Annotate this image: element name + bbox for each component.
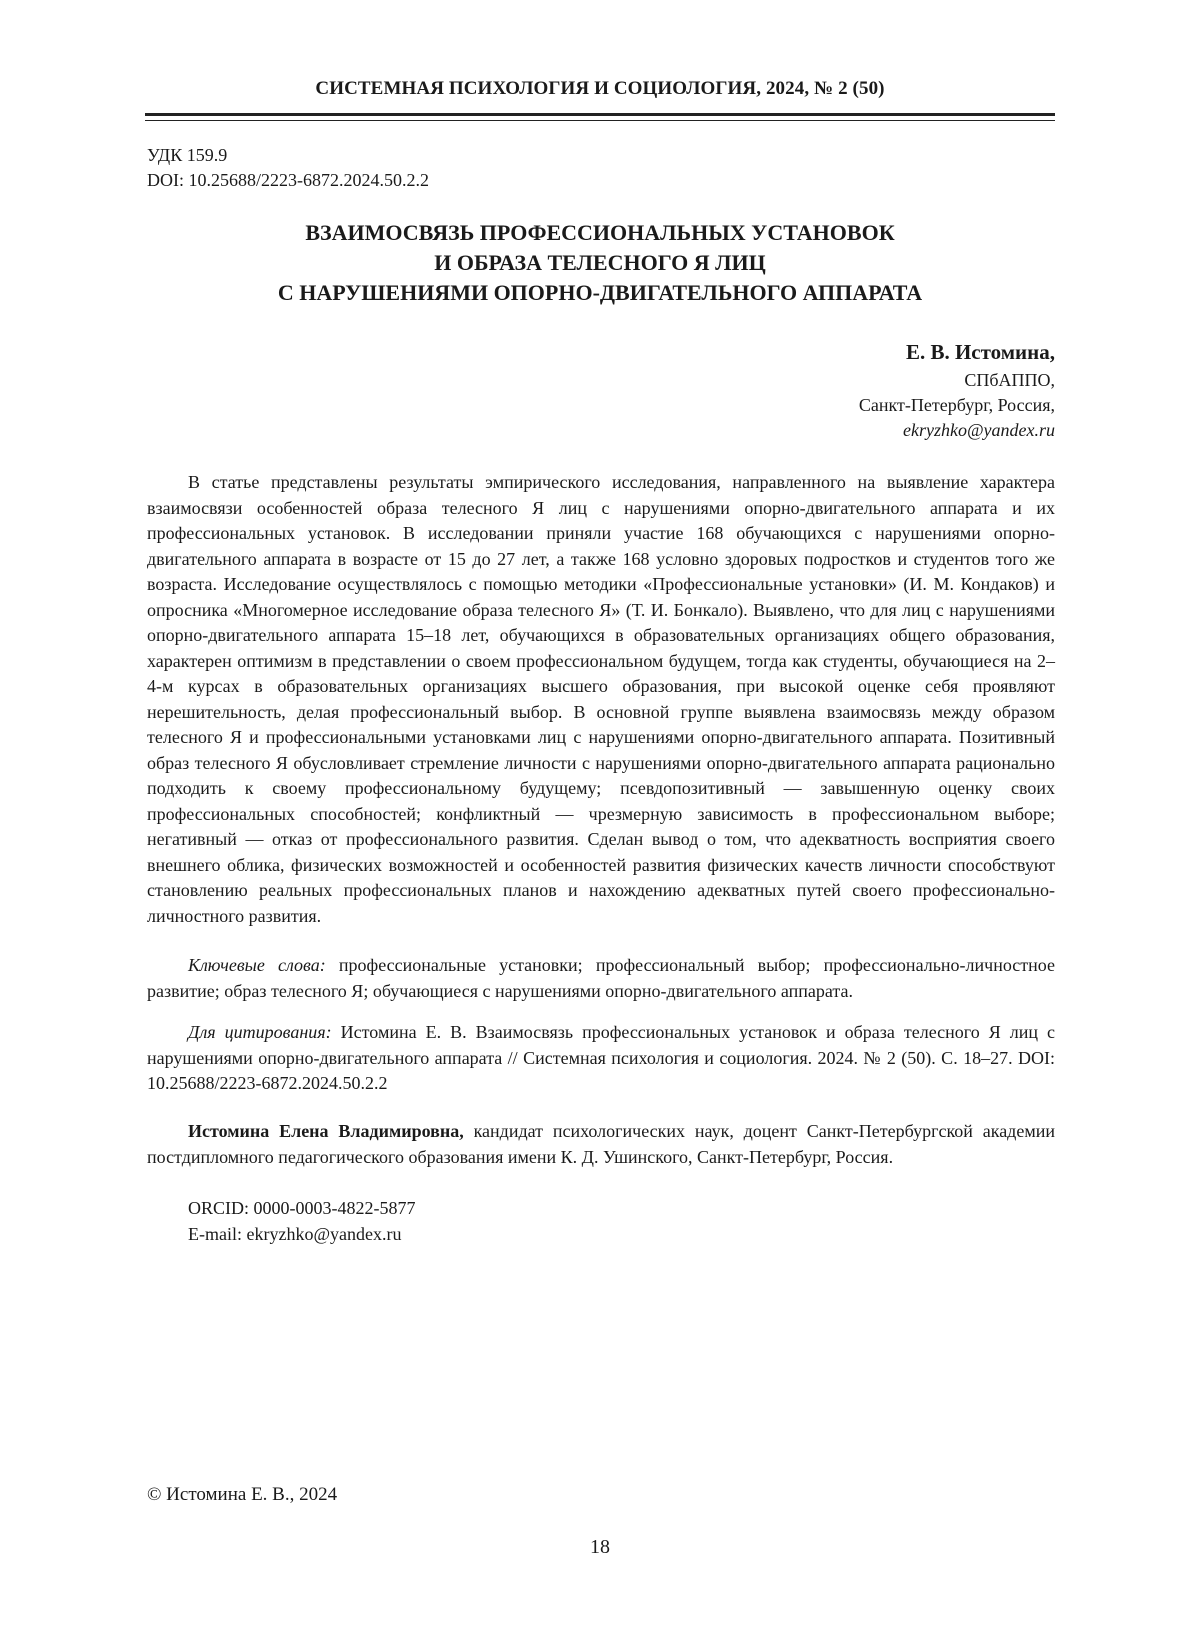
article-meta: [147, 143, 429, 193]
orcid: ORCID: 0000-0003-4822-5877: [188, 1198, 416, 1218]
running-title: СИСТЕМНАЯ ПСИХОЛОГИЯ И СОЦИОЛОГИЯ, 2024, № 2 (50): [315, 78, 885, 99]
bio-text: кандидат психологических наук, доцент Санкт-Петербургской академии постдипломного педагогического образования имени К. Д. Ушинского, Санкт-Петербург, Россия.: [147, 1121, 1055, 1167]
header-rule-thin: [145, 120, 1055, 121]
author-email: ekryzhko@yandex.ru: [903, 420, 1055, 440]
bio-email: E-mail: ekryzhko@yandex.ru: [188, 1223, 402, 1244]
header-rule-thick: [145, 113, 1055, 116]
citation-label: Для цитирования:: [188, 1022, 332, 1042]
keywords-text: профессиональные установки; профессиональный выбор; профессионально-личностное развитие; образ телесного Я; обучающиеся с нарушениями опорно-двигательного аппарата.: [147, 955, 1055, 1001]
title-line-1: ВЗАИМОСВЯЗЬ ПРОФЕССИОНАЛЬНЫХ УСТАНОВОК: [305, 220, 895, 245]
title-line-2: И ОБРАЗА ТЕЛЕСНОГО Я ЛИЦ: [434, 250, 766, 275]
udk-code: УДК 159.9: [147, 145, 228, 165]
author-affiliation: СПбАППО,: [964, 370, 1055, 390]
doi-code: DOI: 10.25688/2223-6872.2024.50.2.2: [147, 170, 429, 190]
bio-name: Истомина Елена Владимировна,: [188, 1121, 464, 1141]
author-location: Санкт-Петербург, Россия,: [858, 395, 1055, 415]
keywords-paragraph: [147, 953, 1055, 1004]
citation-text: Истомина Е. В. Взаимосвязь профессиональных установок и образа телесного Я лиц с нарушениями опорно-двигательного аппарата // Системная психология и социология. 2024. № 2 (50). С. 18–27. DOI: 10.25688/2223-6872.2024.50.2.2: [147, 1022, 1055, 1093]
article-title: [145, 218, 1055, 308]
page-number: 18: [590, 1536, 610, 1558]
keywords-label: Ключевые слова:: [188, 955, 326, 975]
author-name: Е. В. Истомина,: [905, 340, 1055, 364]
copyright: © Истомина Е. В., 2024: [147, 1484, 338, 1505]
citation-paragraph: [147, 1020, 1055, 1097]
author-identifiers: [188, 1196, 416, 1247]
title-line-3: С НАРУШЕНИЯМИ ОПОРНО-ДВИГАТЕЛЬНОГО АППАРАТА: [277, 280, 923, 305]
author-block: [859, 338, 1055, 443]
abstract-text: В статье представлены результаты эмпирического исследования, направленного на выявление характера взаимосвязи особенностей образа телесного Я лиц с нарушениями опорно-двигательного аппарата и их профессиональных установок. В исследовании приняли участие 168 обучающихся с нарушениями опорно-двигательного аппарата в возрасте от 15 до 27 лет, а также 168 условно здоровых подростков и студентов того же возраста. Исследование осуществлялось с помощью методики «Профессиональные установки» (И. М. Кондаков) и опросника «Многомерное исследование образа телесного Я» (Т. И. Бонкало). Выявлено, что для лиц с нарушениями опорно-двигательного аппарата 15–18 лет, обучающихся в образовательных организациях общего образования, характерен оптимизм в представлении о своем профессиональном будущем, тогда как студенты, обучающиеся на 2–4-м курсах в образовательных организациях высшего образования, при высокой оценке себя проявляют нерешительность, делая профессиональный выбор. В основной группе выявлена взаимосвязь между образом телесного Я и профессиональными установками лиц с нарушениями опорно-двигательного аппарата. Позитивный образ телесного Я обусловливает стремление личности с нарушениями опорно-двигательного аппарата рационально подходить к своему профессиональному будущему; псевдопозитивный — завышенную оценку своих профессиональных способностей; конфликтный — чрезмерную зависимость в профессиональном выборе; негативный — отказ от профессионального развития. Сделан вывод о том, что адекватность восприятия своего внешнего облика, физических возможностей и особенностей развития физических качеств личности способствуют становлению реальных профессиональных планов и нахождению адекватных путей своего профессионально-личностного развития.: [147, 472, 1055, 926]
author-bio: [147, 1119, 1055, 1170]
